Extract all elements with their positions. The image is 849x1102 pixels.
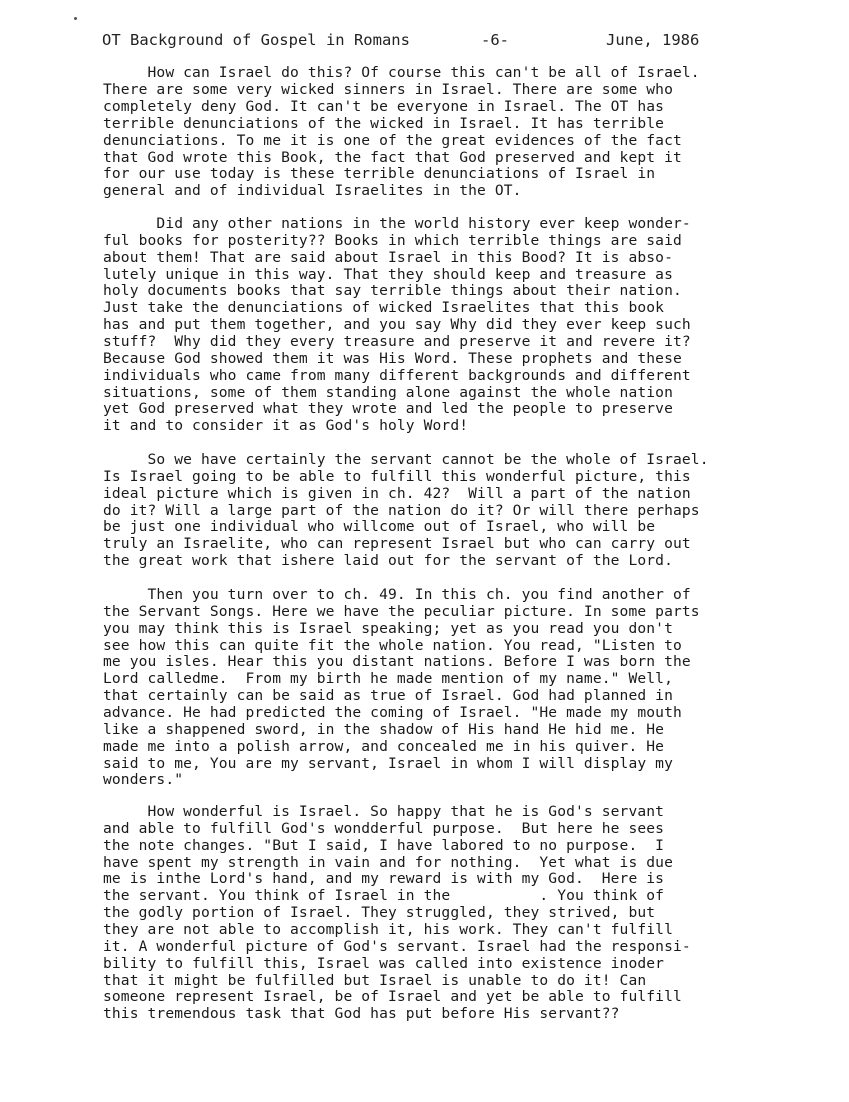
text-line: Because God showed them it was His Word. These prophets and these bbox=[103, 349, 682, 367]
text-line: lutely unique in this way. That they should keep and treasure as bbox=[103, 265, 673, 283]
text-line: general and of individual Israelites in the OT. bbox=[103, 182, 522, 200]
text-line: they are not able to accomplish it, his work. They can't fulfill bbox=[103, 920, 673, 938]
text-line: the Servant Songs. Here we have the peculiar picture. In some parts bbox=[103, 602, 700, 620]
text-line: for our use today is these terrible denunciations of Israel in bbox=[103, 165, 656, 183]
text-line: do it? Will a large part of the nation do it? Or will there perhaps bbox=[103, 501, 700, 519]
text-line: advance. He had predicted the coming of Israel. "He made my mouth bbox=[103, 703, 682, 721]
text-line: be just one individual who willcome out of Israel, who will be bbox=[103, 518, 656, 536]
text-line: completely deny God. It can't be everyone in Israel. The OT has bbox=[103, 97, 665, 115]
text-line: stuff? Why did they every treasure and preserve it and revere it? bbox=[103, 332, 691, 350]
text-line: you may think this is Israel speaking; yet as you read you don't bbox=[103, 619, 673, 637]
text-line: the great work that ishere laid out for the servant of the Lord. bbox=[103, 552, 673, 570]
text-line: me you isles. Hear this you distant nations. Before I was born the bbox=[103, 653, 691, 671]
text-line: There are some very wicked sinners in Israel. There are some who bbox=[103, 80, 673, 98]
text-line: and able to fulfill God's wondderful purpose. But here he sees bbox=[103, 819, 665, 837]
text-line: individuals who came from many different backgrounds and different bbox=[103, 366, 691, 384]
page-header bbox=[0, 30, 849, 50]
text-line: How wonderful is Israel. So happy that he is God's servant bbox=[103, 803, 665, 820]
text-line: ideal picture which is given in ch. 42? Will a part of the nation bbox=[103, 484, 691, 502]
text-line: situations, some of them standing alone against the whole nation bbox=[103, 383, 673, 401]
text-line: that certainly can be said as true of Israel. God had planned in bbox=[103, 687, 673, 705]
text-line: said to me, You are my servant, Israel in whom I will display my bbox=[103, 754, 673, 772]
text-line: this tremendous task that God has put before His servant?? bbox=[103, 1005, 620, 1023]
text-line: that God wrote this Book, the fact that God preserved and kept it bbox=[103, 148, 682, 166]
text-line: it. A wonderful picture of God's servant. Israel had the responsi- bbox=[103, 937, 691, 955]
text-line: about them! That are said about Israel in this Bood? It is abso- bbox=[103, 248, 673, 266]
text-line: So we have certainly the servant cannot be the whole of Israel. bbox=[103, 451, 709, 468]
text-line: Just take the denunciations of wicked Israelites that this book bbox=[103, 299, 665, 317]
header-date: June, 1986 bbox=[606, 31, 700, 49]
text-line: bility to fulfill this, Israel was called into existence inoder bbox=[103, 954, 665, 972]
text-line: me is inthe Lord's hand, and my reward is with my God. Here is bbox=[103, 870, 665, 888]
text-line: the godly portion of Israel. They struggled, they strived, but bbox=[103, 904, 656, 922]
text-line: How can Israel do this? Of course this can't be all of Israel. bbox=[103, 64, 700, 81]
text-line: has and put them together, and you say Why did they ever keep such bbox=[103, 316, 691, 334]
text-line: have spent my strength in vain and for nothing. Yet what is due bbox=[103, 853, 673, 871]
text-line: yet God preserved what they wrote and led the people to preserve bbox=[103, 400, 673, 418]
text-line: like a shappened sword, in the shadow of His hand He hid me. He bbox=[103, 720, 665, 738]
text-line: made me into a polish arrow, and concealed me in his quiver. He bbox=[103, 737, 665, 755]
text-line: Then you turn over to ch. 49. In this ch. you find another of bbox=[103, 586, 691, 603]
text-line: it and to consider it as God's holy Word! bbox=[103, 417, 469, 435]
text-line: that it might be fulfilled but Israel is unable to do it! Can bbox=[103, 971, 647, 989]
text-line: terrible denunciations of the wicked in Israel. It has terrible bbox=[103, 114, 665, 132]
text-line: denunciations. To me it is one of the great evidences of the fact bbox=[103, 131, 682, 149]
scan-speck bbox=[74, 17, 77, 20]
text-line: ful books for posterity?? Books in which terrible things are said bbox=[103, 231, 682, 249]
text-line: truly an Israelite, who can represent Israel but who can carry out bbox=[103, 535, 691, 553]
header-page-number: -6- bbox=[481, 31, 509, 49]
header-title: OT Background of Gospel in Romans bbox=[102, 31, 410, 49]
text-line: see how this can quite fit the whole nation. You read, "Listen to bbox=[103, 636, 682, 654]
text-line: Did any other nations in the world history ever keep wonder- bbox=[103, 215, 691, 232]
text-line: the note changes. "But I said, I have labored to no purpose. I bbox=[103, 836, 665, 854]
text-line: the servant. You think of Israel in the . You think of bbox=[103, 887, 665, 905]
text-line: Lord calledme. From my birth he made mention of my name." Well, bbox=[103, 670, 673, 688]
text-line: wonders." bbox=[103, 771, 184, 789]
text-line: someone represent Israel, be of Israel and yet be able to fulfill bbox=[103, 988, 682, 1006]
text-line: Is Israel going to be able to fulfill this wonderful picture, this bbox=[103, 467, 691, 485]
text-line: holy documents books that say terrible things about their nation. bbox=[103, 282, 682, 300]
